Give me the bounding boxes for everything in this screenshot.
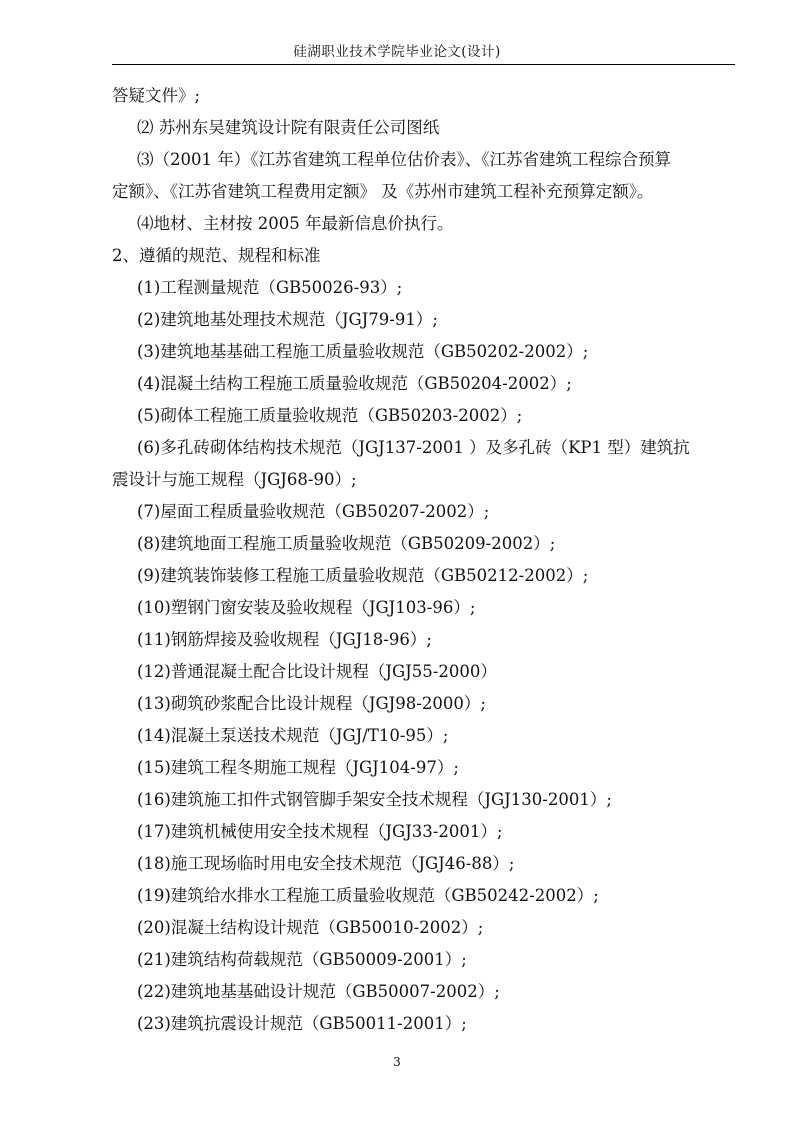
body-line: ⑵ 苏州东吴建筑设计院有限责任公司图纸 [137, 118, 440, 137]
list-item: (4)混凝土结构工程施工质量验收规范（GB50204-2002）; [137, 374, 572, 393]
list-item: (19)建筑给水排水工程施工质量验收规范（GB50242-2002）; [137, 886, 599, 905]
page-number: 3 [393, 1055, 401, 1069]
list-item: (2)建筑地基处理技术规范（JGJ79-91）; [137, 310, 438, 329]
list-item: (10)塑钢门窗安装及验收规程（JGJ103-96）; [137, 598, 476, 617]
list-item: (12)普通混凝土配合比设计规程（JGJ55-2000） [137, 662, 497, 681]
list-item: (8)建筑地面工程施工质量验收规范（GB50209-2002）; [137, 534, 556, 553]
body-line: 定额》、《江苏省建筑工程费用定额》 及《苏州市建筑工程补充预算定额》。 [112, 182, 654, 201]
list-item: (13)砌筑砂浆配合比设计规程（JGJ98-2000）; [137, 694, 486, 713]
body-line: ⑶（2001 年）《江苏省建筑工程单位估价表》、《江苏省建筑工程综合预算 [137, 150, 671, 169]
header-rule [112, 64, 735, 65]
running-header: 硅湖职业技术学院毕业论文(设计) [293, 44, 501, 60]
list-item: (22)建筑地基基础设计规范（GB50007-2002）; [137, 982, 500, 1001]
list-item: (6)多孔砖砌体结构技术规范（JGJ137-2001 ）及多孔砖（KP1 型）建筑抗 [137, 438, 690, 457]
list-item: (11)钢筋焊接及验收规程（JGJ18-96）; [137, 630, 432, 649]
list-item: (18)施工现场临时用电安全技术规范（JGJ46-88）; [137, 854, 515, 873]
list-item: (20)混凝土结构设计规范（GB50010-2002）; [137, 918, 484, 937]
list-item-continuation: 震设计与施工规程（JGJ68-90）; [112, 470, 357, 489]
list-item: (9)建筑装饰装修工程施工质量验收规范（GB50212-2002）; [137, 566, 589, 585]
list-item: (14)混凝土泵送技术规范（JGJ/T10-95）; [137, 726, 449, 745]
section-heading: 2、遵循的规范、规程和标准 [112, 246, 321, 265]
body-line: ⑷地材、主材按 2005 年最新信息价执行。 [137, 214, 454, 233]
list-item: (16)建筑施工扣件式钢管脚手架安全技术规程（JGJ130-2001）; [137, 790, 612, 809]
list-item: (1)工程测量规范（GB50026-93）; [137, 278, 403, 297]
list-item: (15)建筑工程冬期施工规程（JGJ104-97）; [137, 758, 459, 777]
list-item: (5)砌体工程施工质量验收规范（GB50203-2002）; [137, 406, 523, 425]
list-item: (17)建筑机械使用安全技术规程（JGJ33-2001）; [137, 822, 503, 841]
list-item: (7)屋面工程质量验收规范（GB50207-2002）; [137, 502, 490, 521]
list-item: (23)建筑抗震设计规范（GB50011-2001）; [137, 1014, 467, 1033]
list-item: (3)建筑地基基础工程施工质量验收规范（GB50202-2002）; [137, 342, 589, 361]
body-line: 答疑文件》; [112, 86, 201, 105]
list-item: (21)建筑结构荷载规范（GB50009-2001）; [137, 950, 467, 969]
